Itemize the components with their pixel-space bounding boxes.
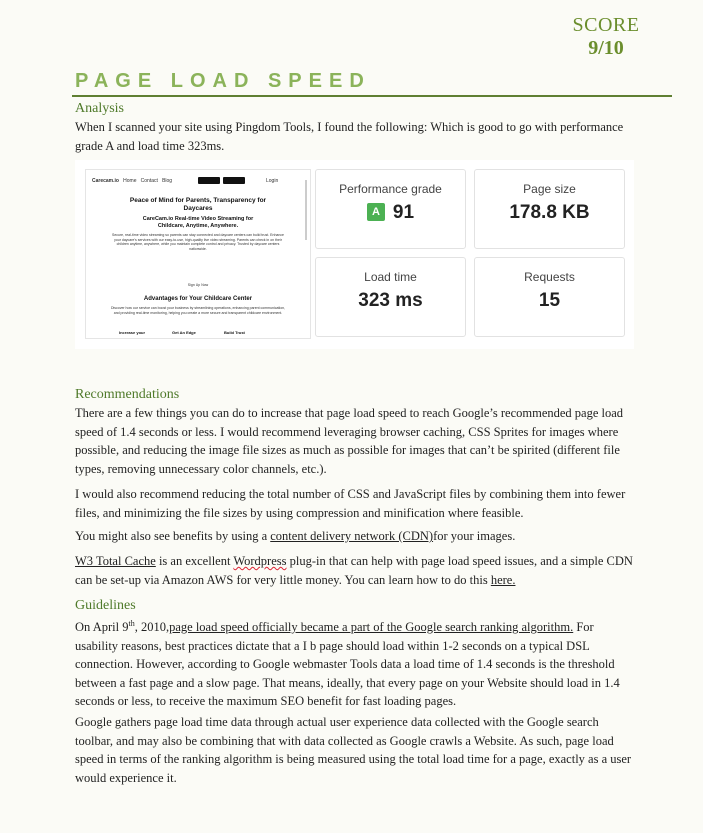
w3-total-cache-link[interactable]: W3 Total Cache xyxy=(75,554,156,568)
page-size-label: Page size xyxy=(523,182,576,196)
load-time-value: 323 ms xyxy=(358,290,423,311)
guidelines-heading: Guidelines xyxy=(75,598,136,613)
performance-grade-card xyxy=(315,169,466,249)
preview-tag: Sign Up Now xyxy=(187,283,209,287)
preview-nav: Carecam.io Home Contact Blog xyxy=(92,178,173,184)
cdn-link[interactable]: content delivery network (CDN) xyxy=(270,529,434,543)
preview-hero-body: Secure, real-time video streaming so parents can stay connected and daycare centers can build trust. Enhance your daycare's services with our easy-to-use, high-quality live video streaming. Parents can check in on their children anytime, anywhere, while you maintain complete control and privacy. Trusted by daycare centers nationwide. xyxy=(112,233,284,251)
load-time-card xyxy=(315,257,466,337)
performance-grade-value: 91 xyxy=(392,202,415,223)
recommendations-paragraph-3 xyxy=(75,527,637,546)
performance-grade-label: Performance grade xyxy=(339,182,442,196)
preview-footer-item: Increase your xyxy=(119,330,146,335)
here-link[interactable]: here. xyxy=(490,572,516,587)
p3-text: You might also see benefits by using a xyxy=(75,529,271,543)
p4-text: is an excellent xyxy=(155,554,234,568)
preview-login: Login xyxy=(266,178,279,184)
page-size-value: 178.8 KB xyxy=(509,202,590,223)
section-title: PAGE LOAD SPEED xyxy=(75,70,371,92)
analysis-heading: Analysis xyxy=(75,101,124,116)
score-label: SCORE xyxy=(572,14,640,36)
g1-sup: th xyxy=(128,619,135,628)
score-box xyxy=(561,14,651,60)
recommendations-paragraph-1: There are a few things you can do to increase that page load speed to reach Google’s recommended page load speed of 1.4 seconds or less. I would recommend leveraging browser caching, CSS Sprites for images where possible, and reducing the image file sizes as much as possible for images that can’t be spirited (different file types, removing unnecessary color channels, etc.). xyxy=(75,406,624,476)
load-time-label: Load time xyxy=(364,270,417,284)
app-store-badge xyxy=(198,177,220,184)
preview-hero-subtitle: CareCam.io Real-time Video Streaming for Childcare, Anytime, Anywhere. xyxy=(142,216,254,229)
requests-card xyxy=(474,257,625,337)
recommendations-paragraph-2: I would also recommend reducing the total number of CSS and JavaScript files by combining them into fewer files, and minimizing the file sizes by using compression and minification where feasible. xyxy=(75,487,626,520)
g1-mid: , 2010, xyxy=(134,620,170,635)
score-value: 9/10 xyxy=(588,37,624,59)
page-size-card xyxy=(474,169,625,249)
p3-text-end: for your images. xyxy=(433,529,516,543)
guidelines-paragraph-2: Google gathers page load time data through actual user experience data collected with the Google search toolbar, and may also be combining that with data collected as Google crawls a Website. As such, page load speed in terms of the ranking algorithm is being measured using the total load time for a page, exactly as a user would experience it. xyxy=(75,715,632,785)
google-play-badge xyxy=(223,177,245,184)
spellcheck-word: Wordpress xyxy=(233,554,287,568)
recommendations-paragraph-4 xyxy=(75,552,637,589)
preview-section-body: Discover how our service can boost your business by streamlining operations, enhancing parent communication, and providing real-time monitoring, helping you create a more secure and transparent childcare environment. xyxy=(110,306,286,315)
requests-label: Requests xyxy=(524,270,575,284)
grade-badge: A xyxy=(367,203,385,221)
site-preview-thumbnail xyxy=(85,169,311,339)
pingdom-results-panel xyxy=(75,160,634,349)
recommendations-heading: Recommendations xyxy=(75,387,180,402)
ranking-algorithm-link[interactable]: page load speed officially became a part of the Google search ranking algorithm. xyxy=(169,620,574,635)
guidelines-paragraph-1 xyxy=(75,615,637,711)
performance-grade-value-row xyxy=(316,202,465,224)
g1-after: For usability reasons, best practices dictate that a I b page should load within 1-2 seconds on a typical DSL connection. However, according to Google webmaster Tools data a load time of 1.4 seconds is the threshold between a fast page and a slow page. That means, ideally, that every page on your Website should load in 1.4 seconds or less, to receive the maximum SEO benefit for fast loading pages. xyxy=(75,620,620,709)
requests-value: 15 xyxy=(538,290,561,311)
section-divider xyxy=(72,95,672,97)
preview-footer-item: Get An Edge xyxy=(172,330,196,335)
g1-text: On April 9 xyxy=(75,620,129,635)
p4-text-2: plug-in that can help with page load speed issues, and a simple CDN can be set-up via Amazon AWS for very little money. You can learn how to do this xyxy=(75,554,633,587)
preview-footer-item: Build Trust xyxy=(224,330,245,335)
preview-scrollbar xyxy=(305,180,307,240)
preview-hero-title: Peace of Mind for Parents, Transparency for Daycares xyxy=(129,197,267,212)
analysis-text: When I scanned your site using Pingdom Tools, I found the following: Which is good to go with performance grade A and load time 323ms. xyxy=(75,120,624,153)
preview-section-title: Advantages for Your Childcare Center xyxy=(143,296,253,302)
